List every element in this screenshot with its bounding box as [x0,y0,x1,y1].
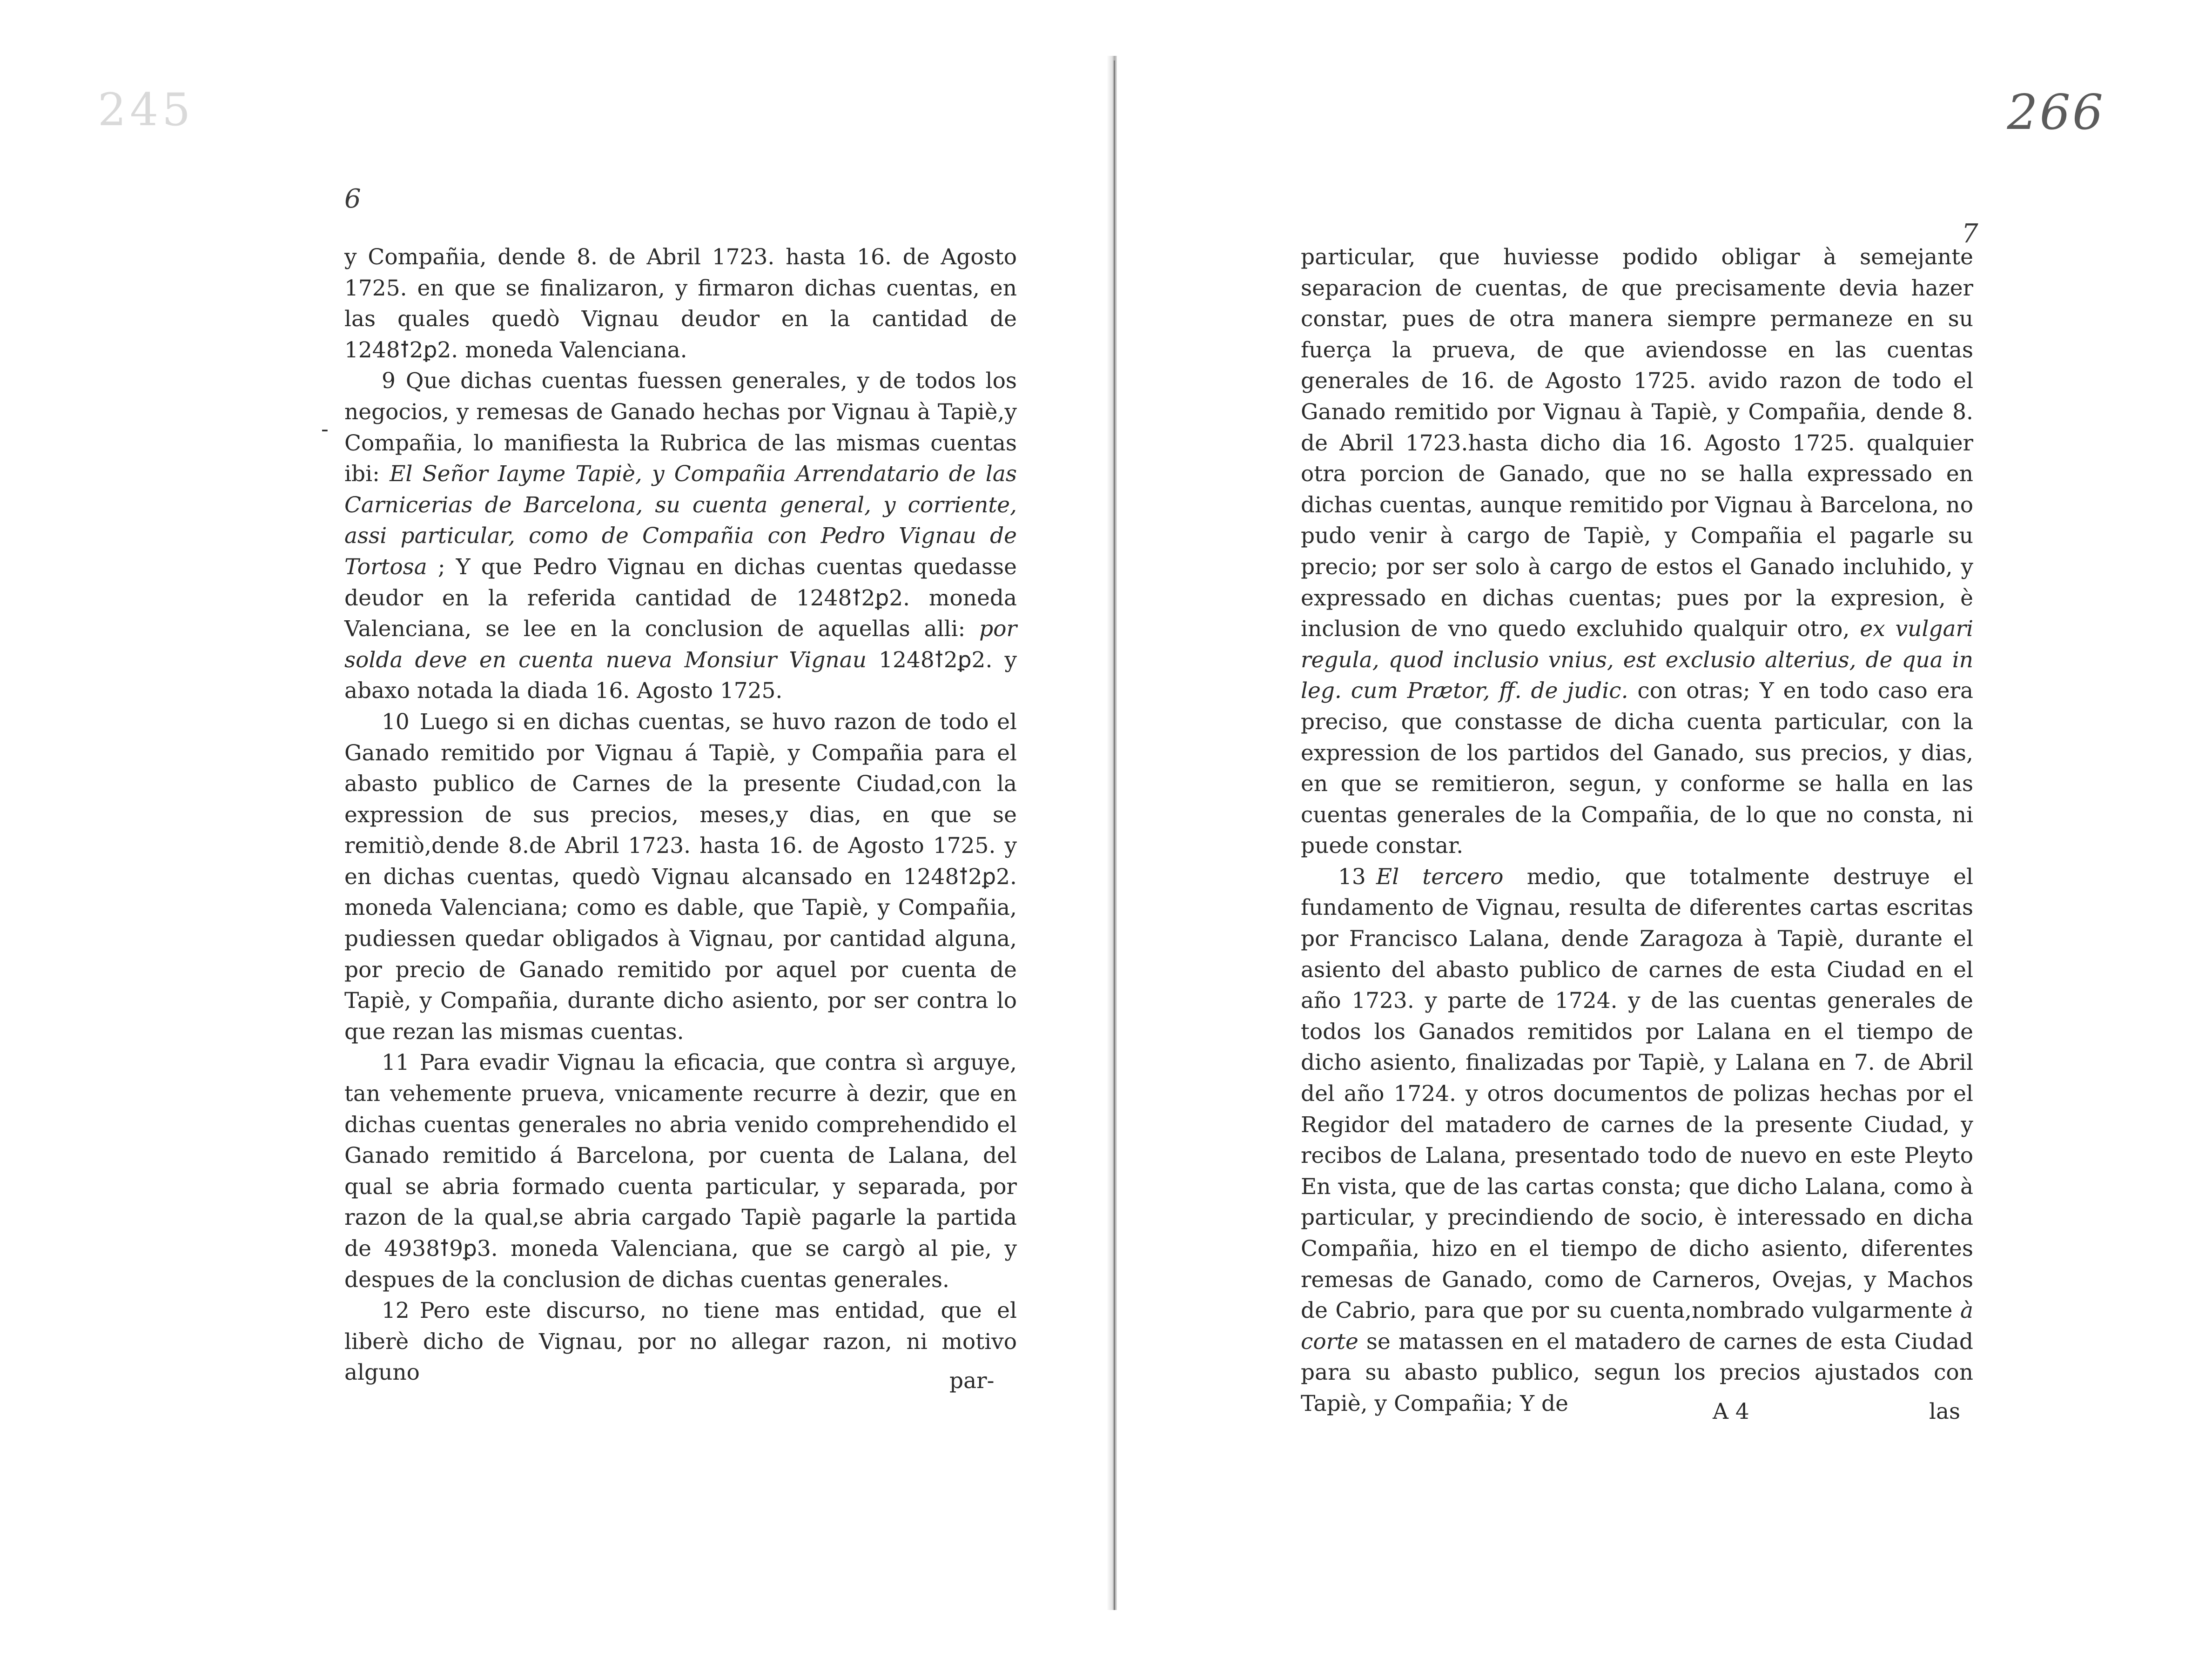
italic-quote: ex vulgari regula, quod inclusio vnius, est exclusio alterius, de qua in leg. cum Prætor, ff. de judic. [1301,616,1973,704]
body-text: medio, que totalmente destruye el fundamento de Vignau, resulta de diferentes cartas escritas por Francisco Lalana, dende Zaragoza à Tapiè, durante el asiento del abasto publico de carnes de esta Ciudad en el año 1723. y parte de 1724. y de las cuentas generales de todos los Ganados remitidos por Lalana en el tiempo de dicho asiento, finalizadas por Tapiè, y Lalana en 7. de Abril del año 1724. y otros documentos de polizas hechas por el Regidor del matadero de carnes de la presente Ciudad, y recibos de Lalana, presentado todo de nuevo en este Pleyto En vista, que de las cartas consta; que dicho Lalana, como à particular, y precindiendo de socio, è interessado en dicha Compañia, hizo en el tiempo de dicho asiento, diferentes remesas de Ganado, como de Carneros, Ovejas, y Machos de Cabrio, para que por su cuenta,nombrado vulgarmente [1301,864,1973,1324]
gutter-fold-line [1114,60,1115,1610]
signature-mark: A 4 [1713,1399,1749,1424]
paragraph-12 [344,1295,1017,1389]
paragraph-number: 10 [382,709,410,735]
handwritten-folio-number: 266 [2007,84,2105,141]
paragraph-number: 11 [382,1050,410,1076]
body-text: y Compañia, dende 8. de Abril 1723. hasta 16. de Agosto 1725. en que se finalizaron, y firmaron dichas cuentas, en las quales quedò Vignau deudor en la cantidad de 1248ꝉ2ꝑ2. moneda Valenciana. [344,244,1017,363]
right-catchword: las [1929,1399,1961,1424]
paragraph-11 [344,1047,1017,1295]
margin-mark: - [321,416,329,442]
paragraph-number: 12 [382,1298,410,1324]
body-text: se matassen en el matadero de carnes de esta Ciudad para su abasto publico, segun los precios ajustados con Tapiè, y Compañia; Y de [1301,1329,1973,1416]
right-page-number: 7 [1962,219,1978,249]
body-text: Que dichas cuentas fuessen generales, y de todos los negocios, y remesas de Ganado hechas por Vignau à Tapiè,y Compañia, lo manifiesta la Rubrica de las mismas cuentas ibi: [344,368,1017,487]
body-text: ; Y que Pedro Vignau en dichas cuentas quedasse deudor en la referida cantidad de 1248ꝉ2ꝑ2. moneda Valenciana, se lee en la conclusion de aquellas alli: [344,554,1017,642]
body-text: particular, que huviesse podido obligar à semejante separacion de cuentas, de que precisamente devia hazer constar, pues de otra manera siempre permaneze en su fuerça la prueva, de que aviendosse en las cuentas generales de 16. de Agosto 1725. avido razon de todo el Ganado remitido por Vignau à Tapiè, y Compañia, dende 8. de Abril 1723.hasta dicho dia 16. Agosto 1725. qualquier otra porcion de Ganado, que no se halla expressado en dichas cuentas, aunque remitido por Vignau à Barcelona, no pudo venir à cargo de Tapiè, y Compañia el pagarle su precio; por ser solo à cargo de estos el Ganado incluhido, y expressado en dichas cuentas; pues por la expresion, è inclusion de vno quedo excluhido qualquir otro, [1301,244,1973,642]
body-text: Luego si en dichas cuentas, se huvo razon de todo el Ganado remitido por Vignau á Tapiè, y Compañia para el abasto publico de Carnes de la presente Ciudad,con la expression de sus precios, meses,y dias, en que se remitiò,dende 8.de Abril 1723. hasta 16. de Agosto 1725. y en dichas cuentas, quedò Vignau alcansado en 1248ꝉ2ꝑ2. moneda Valenciana; como es dable, que Tapiè, y Compañia, pudiessen quedar obligados à Vignau, por cantidad alguna, por precio de Ganado remitido por aquel por cuenta de Tapiè, y Compañia, durante dicho asiento, por ser contra lo que rezan las mismas cuentas. [344,709,1017,1045]
paragraph-9 [344,366,1017,707]
paragraph-number: 9 [382,368,396,394]
left-catchword: par- [949,1368,995,1394]
right-text-block [1301,242,1973,1420]
italic-lead: El tercero [1376,864,1504,890]
italic-quote: à corte [1301,1298,1973,1355]
left-page-number: 6 [344,184,361,214]
paragraph-13 [1301,862,1973,1420]
italic-quote: por solda deve en cuenta nueva Monsiur Vignau [344,616,1017,673]
paragraph [344,242,1017,366]
body-text: Pero este discurso, no tiene mas entidad, que el liberè dicho de Vignau, por no allegar razon, ni motivo alguno [344,1298,1017,1386]
body-text: Para evadir Vignau la eficacia, que contra sì arguye, tan vehemente prueva, vnicamente recurre à dezir, que en dichas cuentas generales no abria venido comprehendido el Ganado remitido á Barcelona, por cuenta de Lalana, del qual se abria formado cuenta particular, y separada, por razon de la qual,se abria cargado Tapiè pagarle la partida de 4938ꝉ9ꝑ3. moneda Valenciana, que se cargò al pie, y despues de la conclusion de dichas cuentas generales. [344,1050,1017,1293]
paragraph-10 [344,707,1017,1048]
italic-quote: El Señor Iayme Tapiè, y Compañia Arrendatario de las Carnicerias de Barcelona, su cuenta general, y corriente, assi particular, como de Compañia con Pedro Vignau de Tortosa [344,461,1017,580]
body-text: con otras; Y en todo caso era preciso, que constasse de dicha cuenta particular, con la expression de los partidos del Ganado, sus precios, y dias, en que se remitieron, segun, y conforme se halla en las cuentas generales de la Compañia, de lo que no consta, ni puede constar. [1301,678,1973,859]
body-text: 1248ꝉ2ꝑ2. y abaxo notada la diada 16. Agosto 1725. [344,647,1017,704]
right-page [1117,0,2212,1664]
bleed-through-number: 245 [98,84,195,136]
paragraph [1301,242,1973,862]
paragraph-number: 13 [1338,864,1366,890]
left-text-block [344,242,1017,1389]
